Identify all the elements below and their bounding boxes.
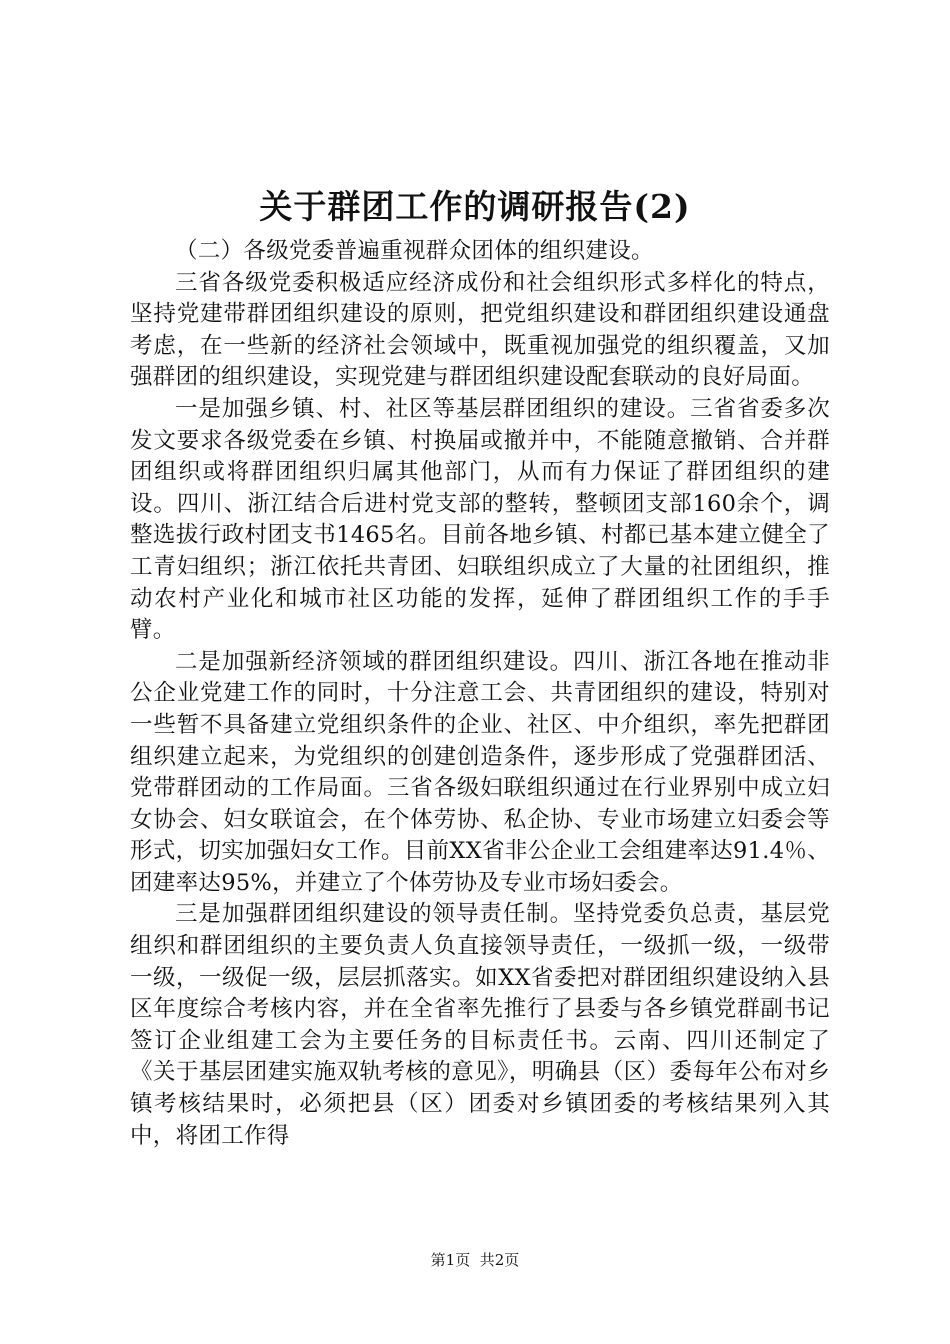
paragraph-5: 三是加强群团组织建设的领导责任制。坚持党委负总责，基层党组织和群团组织的主要负责人负直接领导责任，一级抓一级，一级带一级，一级促一级，层层抓落实。如XX省委把对群团组织建设纳入县区年度综合考核内容，并在全省率先推行了县委与各乡镇党群副书记签订企业组建工会为主要任务的目标责任书。云南、四川还制定了《关于基层团建实施双轨考核的意见》，明确县（区）委每年公布对乡镇考核结果时，必须把县（区）团委对乡镇团委的考核结果列入其中，将团工作得 [130,901,830,1149]
paragraph-1: （二）各级党委普遍重视群众团体的组织建设。 [175,238,654,264]
paragraph-3: 一是加强乡镇、村、社区等基层群团组织的建设。三省省委多次发文要求各级党委在乡镇、村换届或撤并中，不能随意撤销、合并群团组织或将群团组织归属其他部门，从而有力保证了群团组织的建设。四川、浙江结合后进村党支部的整转，整顿团支部160余个，调整选拔行政村团支书1465名。目前各地乡镇、村都已基本建立健全了工青妇组织；浙江依托共青团、妇联组织成立了大量的社团组织，推动农村产业化和城市社区功能的发挥，延伸了群团组织工作的手手臂。 [130,395,830,644]
paragraph-2: 三省各级党委积极适应经济成份和社会组织形式多样化的特点，坚持党建带群团组织建设的原则，把党组织建设和群团组织建设通盘考虑，在一些新的经济社会领域中，既重视加强党的组织覆盖，又加强群团的组织建设，实现党建与群团组织建设配套联动的良好局面。 [130,269,830,391]
paragraph-4: 二是加强新经济领域的群团组织建设。四川、浙江各地在推动非公企业党建工作的同时，十分注意工会、共青团组织的建设，特别对一些暂不具备建立党组织条件的企业、社区、中介组织，率先把群团组织建立起来，为党组织的创建创造条件，逐步形成了党强群团活、党带群团动的工作局面。三省各级妇联组织通过在行业界别中成立妇女协会、妇女联谊会，在个体劳协、私企协、专业市场建立妇委会等形式，切实加强妇女工作。目前XX省非公企业工会组建率达91.4％、团建率达95%，并建立了个体劳协及专业市场妇委会。 [130,648,830,896]
document-body [130,236,830,1152]
document-title: 关于群团工作的调研报告(2) [259,187,691,226]
page-footer [0,1250,950,1270]
page-number: 第1页 [430,1251,471,1269]
page-total: 共2页 [479,1251,520,1269]
